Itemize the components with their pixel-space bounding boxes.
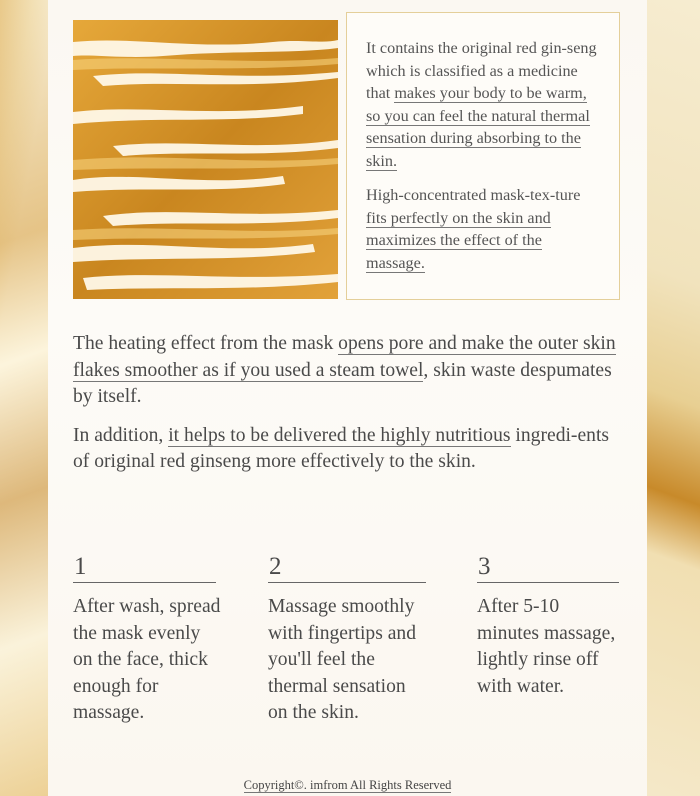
step-number: 2: [268, 552, 426, 583]
body-highlight-2: it helps to be delivered the highly nutritious: [168, 424, 511, 446]
step-description: After 5-10 minutes massage, lightly rinse off with water.: [477, 596, 616, 697]
background-left: [0, 0, 48, 796]
step-number: 1: [73, 552, 216, 583]
step-number: 3: [477, 552, 619, 583]
intro-paragraph-1: It contains the original red gin-seng which is classified as a medicine that makes your body to be warm, so you can feel the natural thermal sensation during absorbing to the skin.: [366, 39, 597, 170]
step-description: After wash, spread the mask evenly on the face, thick enough for massage.: [73, 596, 221, 723]
step-2: [268, 552, 426, 727]
main-description: [73, 331, 623, 488]
step-3: [477, 552, 619, 700]
body-paragraph-2: In addition, it helps to be delivered the highly nutritious ingredi-ents of original red ginseng more effectively to the skin.: [73, 424, 610, 472]
intro-text-box: [346, 12, 620, 300]
body-highlight-1: opens pore and make the outer skin flakes smoother as if you used a steam towel: [73, 333, 616, 381]
mask-texture-image: [73, 20, 338, 299]
background-right: [647, 0, 700, 796]
footer: [48, 778, 647, 793]
intro-paragraph-2: High-concentrated mask-tex-ture fits perfectly on the skin and maximizes the effect of the massage.: [366, 186, 581, 272]
step-description: Massage smoothly with fingertips and you'll feel the thermal sensation on the skin.: [268, 596, 417, 723]
intro-highlight-1: makes your body to be warm, so you can feel the natural thermal sensation during absorbing to the skin.: [366, 84, 590, 170]
intro-highlight-2: fits perfectly on the skin and maximizes the effect of the massage.: [366, 208, 551, 272]
step-1: [73, 552, 221, 727]
copyright-text: Copyright©. imfrom All Rights Reserved: [243, 778, 452, 792]
body-paragraph-1: The heating effect from the mask opens pore and make the outer skin flakes smoother as if you used a steam towel, skin waste despumates by itself.: [73, 333, 616, 407]
